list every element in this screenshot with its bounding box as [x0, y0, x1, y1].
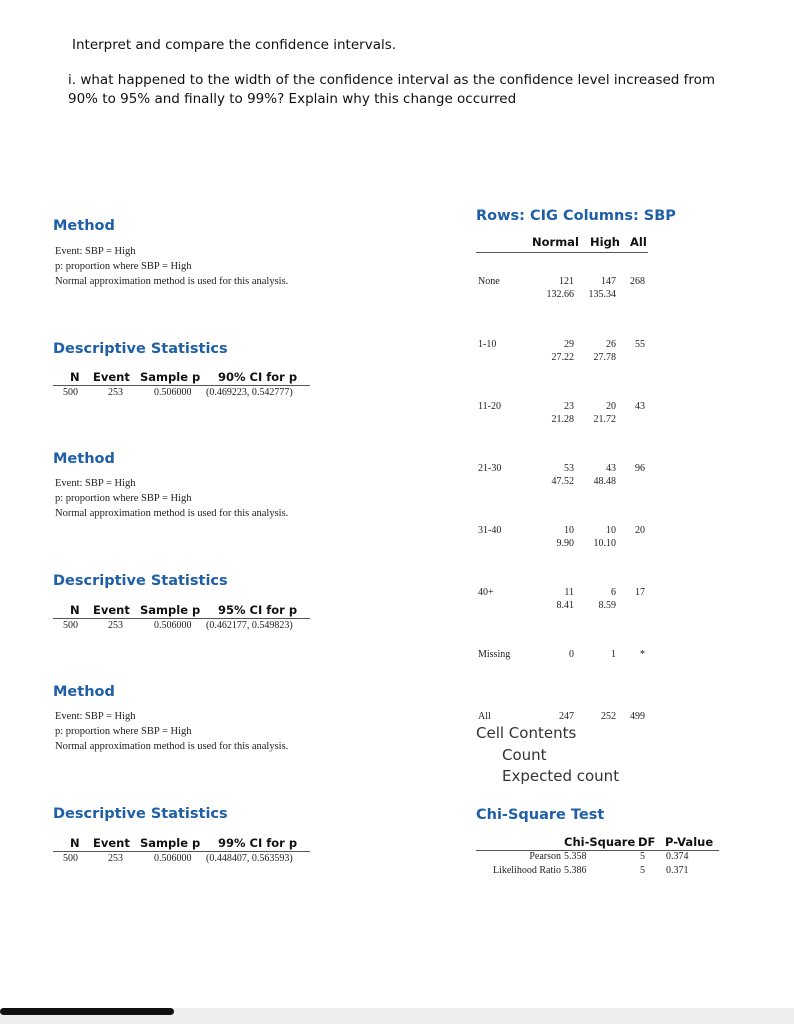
- crosstab-expected-normal: 8.41: [556, 600, 574, 611]
- horizontal-scrollbar-thumb[interactable]: [0, 1008, 174, 1015]
- crosstab-count-normal: 23: [564, 401, 574, 412]
- col-header-chi-square: Chi-Square: [564, 835, 636, 849]
- chi-row-value: 5.386: [564, 865, 587, 876]
- crosstab-count-normal: 10: [564, 525, 574, 536]
- crosstab-count-high: 6: [611, 587, 616, 598]
- chi-row-df: 5: [640, 865, 645, 876]
- crosstab-expected-normal: 21.28: [551, 414, 574, 425]
- descriptive-statistics-title: Descriptive Statistics: [53, 341, 228, 357]
- method-p-definition: p: proportion where SBP = High: [55, 493, 192, 504]
- cell-sample-p: 0.506000: [154, 853, 192, 864]
- col-header-n: N: [70, 836, 80, 850]
- col-header-sample-p: Sample p: [140, 836, 201, 850]
- crosstab-count-high: 43: [606, 463, 616, 474]
- crosstab-row-label: 21-30: [478, 463, 502, 474]
- method-event: Event: SBP = High: [55, 478, 136, 489]
- crosstab-header-rule: [476, 252, 648, 253]
- crosstab-expected-high: 10.10: [593, 538, 616, 549]
- col-header-high: High: [590, 235, 620, 249]
- chi-row-df: 5: [640, 851, 645, 862]
- chi-square-title: Chi-Square Test: [476, 807, 605, 823]
- crosstab-row-label: 31-40: [478, 525, 502, 536]
- chi-row-label: Likelihood Ratio: [492, 865, 561, 876]
- col-header-all: All: [630, 235, 647, 249]
- descriptive-statistics-title: Descriptive Statistics: [53, 573, 228, 589]
- chi-row-p-value: 0.371: [666, 865, 689, 876]
- col-header-ci: 90% CI for p: [218, 370, 298, 384]
- crosstab-row-label: 40+: [478, 587, 494, 598]
- crosstab-count-high: 147: [601, 276, 616, 287]
- crosstab-row-label: All: [478, 711, 491, 722]
- crosstab-count-all: 268: [630, 276, 645, 287]
- crosstab-count-normal: 53: [564, 463, 574, 474]
- method-event: Event: SBP = High: [55, 246, 136, 257]
- cell-ci: (0.469223, 0.542777): [206, 387, 293, 398]
- crosstab-expected-high: 21.72: [593, 414, 616, 425]
- col-header-n: N: [70, 370, 80, 384]
- col-header-ci: 95% CI for p: [218, 603, 298, 617]
- crosstab-count-all: 20: [635, 525, 645, 536]
- cell-contents-title: Cell Contents: [476, 724, 577, 742]
- method-title: Method: [53, 451, 115, 467]
- cell-n: 500: [63, 387, 78, 398]
- table-rule: [53, 385, 310, 386]
- question-intro: Interpret and compare the confidence intervals.: [72, 37, 397, 53]
- crosstab-count-normal: 11: [564, 587, 574, 598]
- crosstab-count-all: 55: [635, 339, 645, 350]
- crosstab-count-all: 499: [630, 711, 645, 722]
- method-approximation-note: Normal approximation method is used for this analysis.: [55, 741, 289, 752]
- crosstab-count-high: 26: [606, 339, 616, 350]
- cell-n: 500: [63, 620, 78, 631]
- cell-sample-p: 0.506000: [154, 387, 192, 398]
- question-line-1: i. what happened to the width of the confidence interval as the confidence level increased from: [68, 72, 716, 88]
- crosstab-count-high: 252: [601, 711, 616, 722]
- cell-event: 253: [108, 620, 123, 631]
- crosstab-count-normal: 29: [564, 339, 574, 350]
- crosstab-count-normal: 121: [559, 276, 574, 287]
- crosstab-expected-normal: 27.22: [551, 352, 574, 363]
- crosstab-count-high: 20: [606, 401, 616, 412]
- method-p-definition: p: proportion where SBP = High: [55, 726, 192, 737]
- chi-row-value: 5.358: [564, 851, 587, 862]
- table-rule: [53, 851, 310, 852]
- col-header-event: Event: [93, 836, 130, 850]
- crosstab-title: Rows: CIG Columns: SBP: [476, 208, 676, 224]
- col-header-event: Event: [93, 603, 130, 617]
- col-header-df: DF: [638, 835, 656, 849]
- crosstab-count-all: 96: [635, 463, 645, 474]
- crosstab-count-all: *: [640, 649, 645, 660]
- col-header-p-value: P-Value: [665, 835, 714, 849]
- crosstab-count-normal: 247: [559, 711, 574, 722]
- crosstab-expected-high: 135.34: [588, 289, 616, 300]
- crosstab-expected-high: 8.59: [598, 600, 616, 611]
- col-header-sample-p: Sample p: [140, 370, 201, 384]
- cell-contents-expected: Expected count: [502, 767, 620, 785]
- cell-event: 253: [108, 853, 123, 864]
- crosstab-row-label: 11-20: [478, 401, 501, 412]
- cell-ci: (0.462177, 0.549823): [206, 620, 293, 631]
- question-line-2: 90% to 95% and finally to 99%? Explain why this change occurred: [68, 91, 517, 107]
- method-approximation-note: Normal approximation method is used for this analysis.: [55, 508, 289, 519]
- crosstab-expected-high: 48.48: [593, 476, 616, 487]
- descriptive-statistics-title: Descriptive Statistics: [53, 806, 228, 822]
- crosstab-count-normal: 0: [569, 649, 574, 660]
- crosstab-expected-normal: 132.66: [546, 289, 574, 300]
- crosstab-count-high: 1: [611, 649, 616, 660]
- method-title: Method: [53, 218, 115, 234]
- cell-contents-count: Count: [502, 746, 547, 764]
- crosstab-expected-high: 27.78: [593, 352, 616, 363]
- crosstab-count-high: 10: [606, 525, 616, 536]
- method-p-definition: p: proportion where SBP = High: [55, 261, 192, 272]
- col-header-n: N: [70, 603, 80, 617]
- crosstab-expected-normal: 47.52: [551, 476, 574, 487]
- col-header-event: Event: [93, 370, 130, 384]
- cell-sample-p: 0.506000: [154, 620, 192, 631]
- crosstab-row-label: Missing: [478, 649, 511, 660]
- cell-event: 253: [108, 387, 123, 398]
- cell-n: 500: [63, 853, 78, 864]
- method-title: Method: [53, 684, 115, 700]
- chi-row-p-value: 0.374: [666, 851, 689, 862]
- col-header-ci: 99% CI for p: [218, 836, 298, 850]
- crosstab-count-all: 17: [635, 587, 645, 598]
- table-rule: [53, 618, 310, 619]
- cell-ci: (0.448407, 0.563593): [206, 853, 293, 864]
- method-approximation-note: Normal approximation method is used for this analysis.: [55, 276, 289, 287]
- crosstab-row-label: None: [478, 276, 500, 287]
- col-header-sample-p: Sample p: [140, 603, 201, 617]
- chi-row-label: Pearson: [529, 851, 561, 862]
- method-event: Event: SBP = High: [55, 711, 136, 722]
- crosstab-expected-normal: 9.90: [556, 538, 574, 549]
- crosstab-count-all: 43: [635, 401, 645, 412]
- crosstab-row-label: 1-10: [478, 339, 497, 350]
- col-header-normal: Normal: [532, 235, 579, 249]
